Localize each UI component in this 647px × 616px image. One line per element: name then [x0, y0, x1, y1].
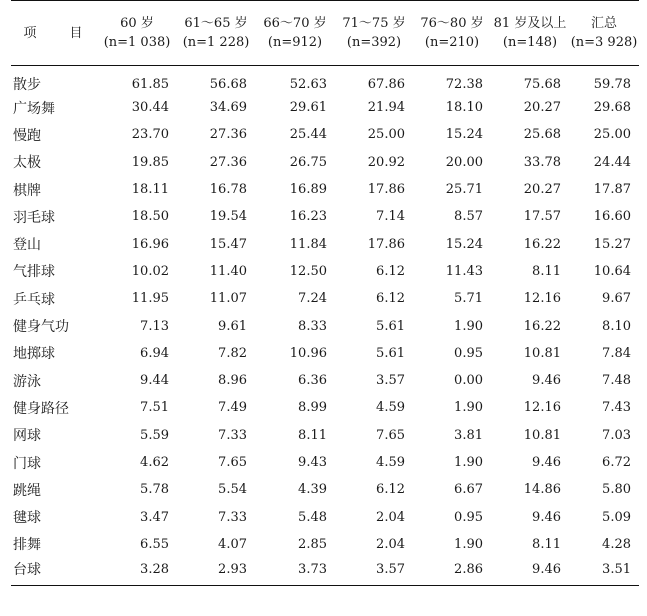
column-header [97, 1, 177, 66]
table-cell: 8.33 [298, 318, 327, 334]
table-cell: 9.46 [532, 455, 561, 470]
column-header-sample-size: (n=392) [346, 35, 402, 50]
table-cell: 12.16 [523, 291, 561, 307]
table-cell: 7.03 [602, 427, 631, 443]
table-header [11, 1, 639, 66]
table-cell: 11.84 [289, 236, 327, 252]
table-cell: 9.44 [140, 373, 169, 389]
table-cell: 14.86 [523, 482, 561, 498]
table-row [11, 94, 639, 121]
row-label: 慢跑 [13, 127, 41, 144]
column-header-label: 76～80 岁 [420, 16, 484, 31]
table-row [11, 149, 639, 176]
table-cell: 4.28 [602, 536, 631, 552]
table-cell: 8.11 [532, 536, 561, 552]
table-cell: 5.80 [602, 482, 631, 498]
table-cell: 9.61 [218, 318, 247, 334]
table-cell: 25.00 [367, 127, 405, 143]
table-cell: 3.81 [454, 427, 483, 443]
table-cell: 33.78 [523, 154, 561, 170]
column-header-sample-size: (n=912) [267, 35, 323, 50]
table-cell: 52.63 [289, 76, 327, 92]
table-row [11, 258, 639, 285]
table-cell: 6.12 [376, 291, 405, 307]
table-cell: 8.11 [298, 427, 327, 443]
table-cell: 11.40 [209, 263, 247, 279]
table-cell: 9.46 [532, 509, 561, 525]
table-cell: 10.81 [523, 345, 561, 361]
table-cell: 7.49 [218, 400, 247, 416]
table-cell: 3.28 [140, 561, 169, 577]
table-cell: 10.64 [593, 263, 631, 279]
column-header-sample-size: (n=1 038) [103, 35, 171, 50]
table-cell: 27.36 [209, 154, 247, 170]
row-label: 跳绳 [13, 482, 41, 499]
table-cell: 7.65 [218, 455, 247, 470]
table-cell: 7.33 [218, 427, 247, 443]
row-label: 台球 [13, 562, 41, 579]
column-header-sample-size: (n=148) [502, 35, 558, 50]
table-cell: 6.72 [602, 455, 631, 470]
table-cell: 16.22 [523, 236, 561, 252]
table-cell: 9.46 [532, 373, 561, 389]
column-header-label: 60 岁 [120, 16, 154, 31]
table-cell: 4.39 [298, 482, 327, 498]
table-cell: 7.82 [218, 345, 247, 361]
row-label: 散步 [13, 77, 41, 93]
header-row [11, 1, 639, 66]
table-row [11, 285, 639, 312]
row-label: 毽球 [13, 510, 41, 527]
row-label: 网球 [13, 428, 41, 445]
table-cell: 6.55 [140, 536, 169, 552]
table-cell: 4.07 [218, 536, 247, 552]
table-cell: 8.99 [298, 400, 327, 416]
table-cell: 7.51 [140, 400, 169, 416]
table-cell: 20.92 [367, 154, 405, 170]
table-cell: 18.50 [131, 209, 169, 225]
table-cell: 27.36 [209, 127, 247, 143]
table-cell: 4.59 [376, 455, 405, 470]
table-cell: 1.90 [454, 318, 483, 334]
table-cell: 18.11 [131, 182, 169, 198]
table-cell: 8.11 [532, 263, 561, 279]
table-row [11, 531, 639, 558]
row-label: 广场舞 [13, 100, 55, 117]
table-cell: 16.60 [593, 209, 631, 225]
table-cell: 11.07 [209, 291, 247, 307]
table-cell: 5.61 [376, 345, 405, 361]
table-cell: 2.85 [298, 536, 327, 552]
table-cell: 5.59 [140, 427, 169, 443]
table-cell: 15.24 [445, 127, 483, 143]
row-label: 门球 [13, 455, 41, 472]
table-cell: 7.14 [376, 209, 405, 225]
table-cell: 0.95 [454, 345, 483, 361]
table-cell: 5.61 [376, 318, 405, 334]
table-body [11, 66, 639, 586]
table-cell: 6.12 [376, 482, 405, 498]
table-cell: 29.68 [593, 100, 631, 116]
table-cell: 3.51 [602, 561, 631, 577]
table-cell: 25.00 [593, 127, 631, 143]
table-cell: 59.78 [593, 76, 631, 92]
table-cell: 1.90 [454, 536, 483, 552]
table-row [11, 203, 639, 230]
table-cell: 15.27 [593, 236, 631, 252]
table-cell: 72.38 [445, 76, 483, 92]
column-header [255, 1, 335, 66]
table-cell: 67.86 [367, 76, 405, 92]
table-cell: 5.48 [298, 509, 327, 525]
table-cell: 30.44 [131, 100, 169, 116]
table-cell: 7.84 [602, 345, 631, 361]
column-header [569, 1, 639, 66]
column-header-sample-size: (n=210) [424, 35, 480, 50]
table-cell: 25.71 [445, 182, 483, 198]
table-cell: 16.96 [131, 236, 169, 252]
table-cell: 7.65 [376, 427, 405, 443]
table-row [11, 394, 639, 421]
table-row [11, 121, 639, 148]
data-table [11, 0, 639, 586]
table-cell: 24.44 [593, 154, 631, 170]
table-cell: 4.59 [376, 400, 405, 416]
row-label: 棋牌 [13, 182, 41, 199]
table-cell: 17.87 [593, 182, 631, 198]
table-cell: 1.90 [454, 400, 483, 416]
table-cell: 17.86 [367, 236, 405, 252]
table-cell: 9.67 [602, 291, 631, 307]
table-row [11, 476, 639, 503]
table-cell: 21.94 [367, 100, 405, 116]
table-cell: 7.24 [298, 291, 327, 307]
table-cell: 3.57 [376, 561, 405, 577]
table-cell: 6.12 [376, 263, 405, 279]
row-label: 气排球 [13, 264, 55, 281]
table-cell: 10.81 [523, 427, 561, 443]
table-cell: 3.73 [298, 561, 327, 577]
table-row [11, 558, 639, 585]
table-cell: 29.61 [289, 100, 327, 116]
table-cell: 8.96 [218, 373, 247, 389]
table-row [11, 230, 639, 257]
table-cell: 75.68 [523, 76, 561, 92]
table-row [11, 367, 639, 394]
row-label: 羽毛球 [13, 209, 55, 226]
table-row [11, 503, 639, 530]
column-header [335, 1, 413, 66]
table-cell: 16.78 [209, 182, 247, 198]
column-header [177, 1, 255, 66]
table-cell: 16.89 [289, 182, 327, 198]
row-label: 登山 [13, 237, 41, 254]
table-cell: 7.48 [602, 373, 631, 389]
table-cell: 2.86 [454, 561, 483, 577]
table-row [11, 312, 639, 339]
table-cell: 8.10 [602, 318, 631, 334]
table-cell: 25.68 [523, 127, 561, 143]
table-cell: 26.75 [289, 154, 327, 170]
column-header-sample-size: (n=3 928) [570, 35, 638, 50]
table-cell: 16.23 [289, 209, 327, 225]
table-cell: 34.69 [209, 100, 247, 116]
row-label: 健身路径 [13, 400, 69, 417]
row-label: 乒乓球 [13, 291, 55, 308]
table-cell: 5.54 [218, 482, 247, 498]
table-cell: 2.93 [218, 561, 247, 577]
table-cell: 5.09 [602, 509, 631, 525]
row-label: 健身气功 [13, 319, 69, 336]
table-cell: 8.57 [454, 209, 483, 225]
row-label: 地掷球 [13, 346, 55, 363]
table-cell: 2.04 [376, 536, 405, 552]
table-cell: 20.27 [523, 182, 561, 198]
table-cell: 0.00 [454, 373, 483, 389]
table-cell: 17.57 [523, 209, 561, 225]
table-cell: 10.96 [289, 345, 327, 361]
table-cell: 7.33 [218, 509, 247, 525]
item-column-header: 项 目 [23, 25, 93, 41]
table-cell: 56.68 [209, 76, 247, 92]
table-cell: 7.43 [602, 400, 631, 416]
table-cell: 20.00 [445, 154, 483, 170]
table-cell: 5.71 [454, 291, 483, 307]
column-header [491, 1, 569, 66]
table-cell: 4.62 [140, 455, 169, 470]
table-cell: 5.78 [140, 482, 169, 498]
table-cell: 10.02 [131, 263, 169, 279]
table-cell: 3.57 [376, 373, 405, 389]
row-label: 游泳 [13, 373, 41, 390]
table-cell: 61.85 [131, 76, 169, 92]
column-header [413, 1, 491, 66]
table-cell: 11.43 [445, 263, 483, 279]
column-header-sample-size: (n=1 228) [182, 35, 250, 50]
table-cell: 9.46 [532, 561, 561, 577]
table-row [11, 66, 639, 95]
table-cell: 12.50 [289, 263, 327, 279]
table-cell: 16.22 [523, 318, 561, 334]
table-row [11, 176, 639, 203]
table-row [11, 449, 639, 476]
table-cell: 20.27 [523, 100, 561, 116]
column-header-label: 61～65 岁 [184, 16, 248, 31]
row-label: 排舞 [13, 537, 41, 554]
table-cell: 2.04 [376, 509, 405, 525]
table-cell: 19.85 [131, 154, 169, 170]
table-cell: 6.94 [140, 345, 169, 361]
table-cell: 17.86 [367, 182, 405, 198]
column-header-label: 81 岁及以上 [493, 16, 567, 31]
table-cell: 1.90 [454, 455, 483, 470]
table-cell: 0.95 [454, 509, 483, 525]
column-header-label: 66～70 岁 [263, 16, 327, 31]
table-cell: 23.70 [131, 127, 169, 143]
table-cell: 7.13 [140, 318, 169, 334]
table-cell: 11.95 [131, 291, 169, 307]
table-cell: 6.67 [454, 482, 483, 498]
table-cell: 3.47 [140, 509, 169, 525]
table-cell: 15.47 [209, 236, 247, 252]
table-cell: 12.16 [523, 400, 561, 416]
table-cell: 6.36 [298, 373, 327, 389]
table-cell: 9.43 [298, 455, 327, 470]
table-row [11, 422, 639, 449]
column-header-label: 71～75 岁 [342, 16, 406, 31]
table-cell: 18.10 [445, 100, 483, 116]
table-cell: 25.44 [289, 127, 327, 143]
table-cell: 19.54 [209, 209, 247, 225]
table-cell: 15.24 [445, 236, 483, 252]
table-row [11, 340, 639, 367]
column-header-label: 汇总 [590, 16, 617, 31]
row-label: 太极 [13, 155, 41, 172]
